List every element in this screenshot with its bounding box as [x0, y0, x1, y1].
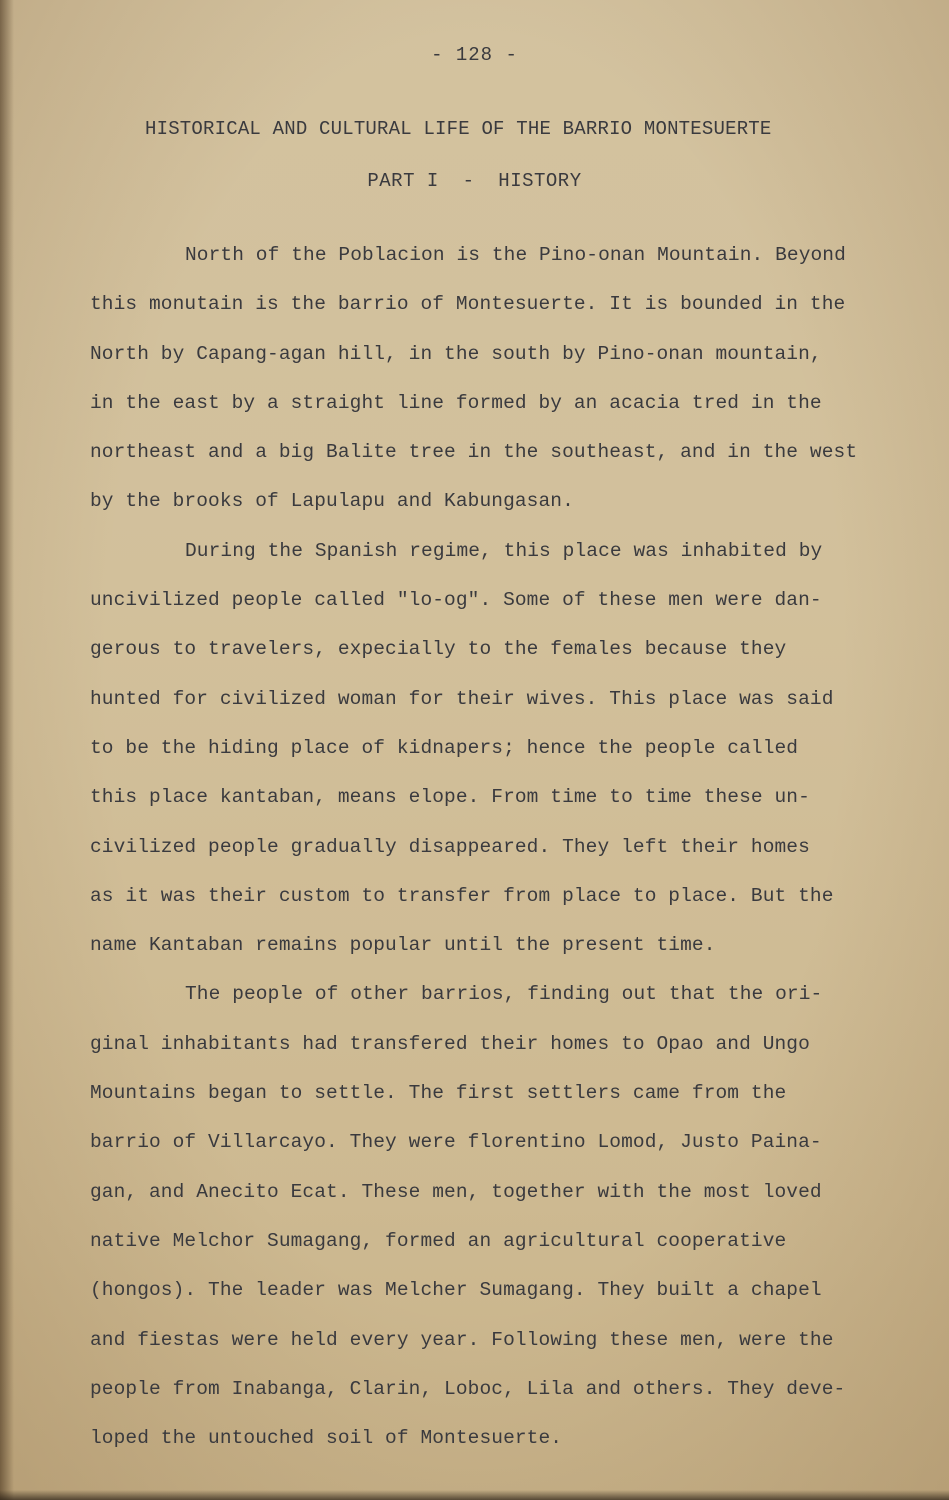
page-title: HISTORICAL AND CULTURAL LIFE OF THE BARRIO MONTESUERTE — [145, 118, 772, 140]
section-subtitle: PART I - HISTORY — [367, 170, 582, 192]
text-line: and fiestas were held every year. Following these men, were the — [90, 1328, 834, 1351]
text-line: gerous to travelers, expecially to the females because they — [90, 638, 787, 661]
text-line: by the brooks of Lapulapu and Kabungasan. — [90, 490, 574, 513]
text-line: barrio of Villarcayo. They were florentino Lomod, Justo Paina- — [90, 1131, 822, 1154]
text-line: people from Inabanga, Clarin, Loboc, Lila and others. They deve- — [90, 1377, 846, 1400]
text-line: in the east by a straight line formed by an acacia tred in the — [90, 391, 822, 414]
text-line: hunted for civilized woman for their wives. This place was said — [90, 687, 834, 710]
text-line: name Kantaban remains popular until the present time. — [90, 934, 716, 957]
text-line: During the Spanish regime, this place was inhabited by — [185, 539, 823, 562]
text-line: Mountains began to settle. The first settlers came from the — [90, 1082, 787, 1105]
text-line: (hongos). The leader was Melcher Sumagang. They built a chapel — [90, 1279, 822, 1302]
body-text — [90, 240, 890, 1472]
text-line: uncivilized people called "lo-og". Some of these men were dan- — [90, 589, 822, 612]
text-line: native Melchor Sumagang, formed an agricultural cooperative — [90, 1229, 787, 1252]
text-line: civilized people gradually disappeared. They left their homes — [90, 835, 810, 858]
page-bottom-edge-shadow — [0, 1490, 949, 1500]
text-line: North of the Poblacion is the Pino-onan Mountain. Beyond — [185, 244, 846, 266]
text-line: to be the hiding place of kidnapers; hence the people called — [90, 736, 799, 759]
page-left-edge-shadow — [0, 0, 14, 1500]
text-line: loped the untouched soil of Montesuerte. — [90, 1427, 563, 1450]
text-line: The people of other barrios, finding out that the ori- — [185, 983, 823, 1006]
text-line: North by Capang-agan hill, in the south by Pino-onan mountain, — [90, 342, 822, 365]
text-line: this place kantaban, means elope. From time to time these un- — [90, 786, 810, 809]
text-line: ginal inhabitants had transfered their homes to Opao and Ungo — [90, 1032, 810, 1055]
text-line: this monutain is the barrio of Montesuerte. It is bounded in the — [90, 293, 846, 316]
text-line: gan, and Anecito Ecat. These men, together with the most loved — [90, 1180, 822, 1203]
page-number: - 128 - — [431, 44, 518, 66]
text-line: northeast and a big Balite tree in the southeast, and in the west — [90, 441, 858, 464]
text-line: as it was their custom to transfer from place to place. But the — [90, 884, 834, 907]
